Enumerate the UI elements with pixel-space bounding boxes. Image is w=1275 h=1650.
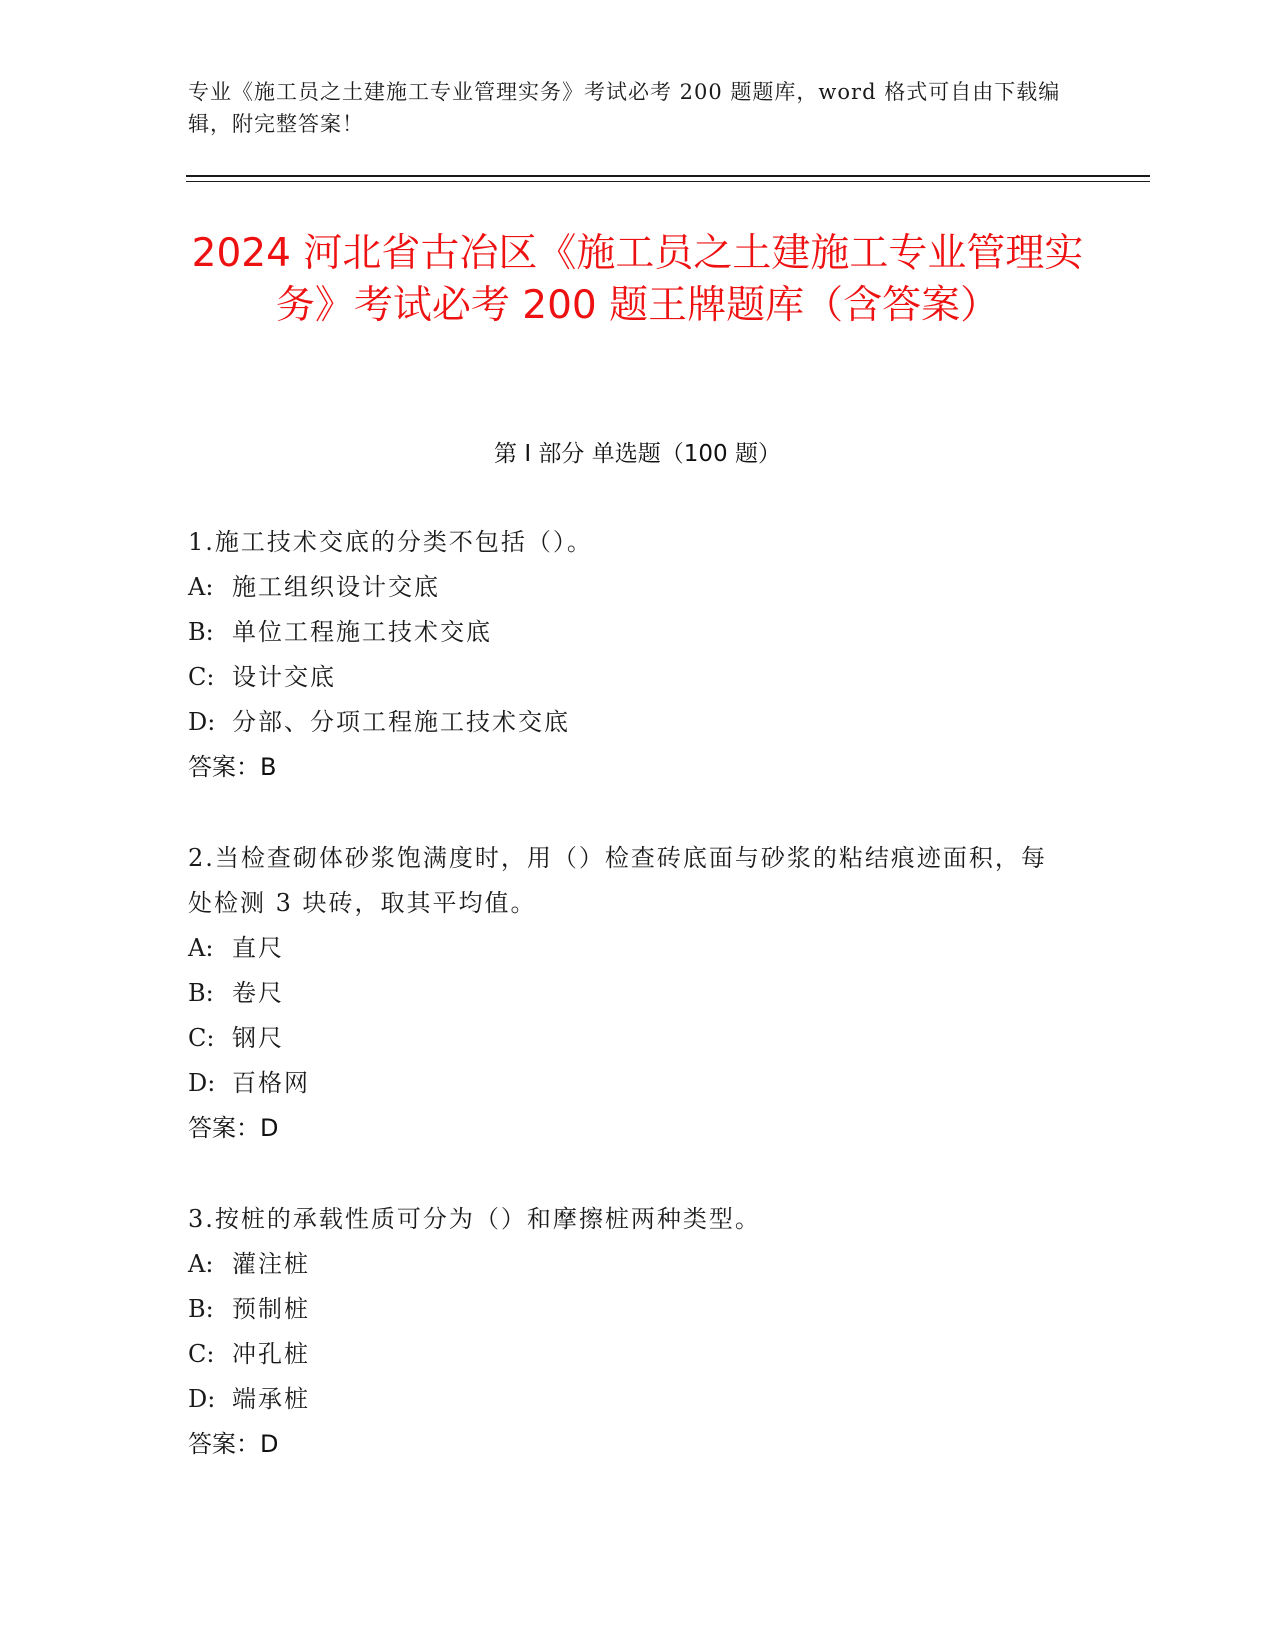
option-b: [188, 1287, 1068, 1332]
option-b: [188, 971, 1068, 1016]
header-note: 专业《施工员之土建施工专业管理实务》考试必考 200 题题库，word 格式可自由下载编辑，附完整答案！: [188, 80, 1061, 136]
option-text: 预制桩: [232, 1295, 310, 1323]
question-2: [188, 836, 1068, 1151]
option-key: A:: [188, 573, 214, 601]
option-text: 设计交底: [232, 663, 336, 691]
option-d: [188, 1377, 1068, 1422]
question-stem: 2.当检查砌体砂浆饱满度时，用（）检查砖底面与砂浆的粘结痕迹面积，每处检测 3 块砖，取其平均值。: [188, 844, 1047, 917]
answer-line: 答案：D: [188, 1114, 279, 1142]
option-key: B:: [188, 1295, 214, 1323]
section-heading: 第 I 部分 单选题（100 题）: [494, 441, 781, 467]
option-c: [188, 1016, 1068, 1061]
document-title: 2024 河北省古冶区《施工员之土建施工专业管理实务》考试必考 200 题王牌题库（含答案）: [191, 231, 1084, 328]
option-a: [188, 1242, 1068, 1287]
option-key: C:: [188, 663, 215, 691]
option-key: C:: [188, 1340, 215, 1368]
option-key: B:: [188, 618, 214, 646]
option-d: [188, 700, 1068, 745]
option-text: 卷尺: [232, 979, 284, 1007]
question-stem: 1.施工技术交底的分类不包括（）。: [188, 528, 593, 556]
header-divider-thick: [186, 175, 1150, 177]
option-key: A:: [188, 934, 214, 962]
option-c: [188, 655, 1068, 700]
question-list: [188, 520, 1068, 1513]
option-text: 单位工程施工技术交底: [232, 618, 492, 646]
answer-line: 答案：D: [188, 1430, 279, 1458]
option-key: C:: [188, 1024, 215, 1052]
option-b: [188, 610, 1068, 655]
option-text: 灌注桩: [232, 1250, 310, 1278]
option-text: 施工组织设计交底: [232, 573, 440, 601]
option-text: 端承桩: [232, 1385, 310, 1413]
option-d: [188, 1061, 1068, 1106]
question-1: [188, 520, 1068, 790]
header-divider-thin: [186, 181, 1150, 182]
option-a: [188, 926, 1068, 971]
option-a: [188, 565, 1068, 610]
question-stem: 3.按桩的承载性质可分为（）和摩擦桩两种类型。: [188, 1205, 761, 1233]
option-key: D:: [188, 1385, 216, 1413]
option-key: B:: [188, 979, 214, 1007]
option-text: 钢尺: [232, 1024, 284, 1052]
option-key: D:: [188, 708, 216, 736]
option-key: A:: [188, 1250, 214, 1278]
option-text: 百格网: [232, 1069, 310, 1097]
question-3: [188, 1197, 1068, 1467]
option-text: 冲孔桩: [232, 1340, 310, 1368]
option-key: D:: [188, 1069, 216, 1097]
answer-line: 答案：B: [188, 753, 277, 781]
option-text: 分部、分项工程施工技术交底: [232, 708, 570, 736]
option-text: 直尺: [232, 934, 284, 962]
option-c: [188, 1332, 1068, 1377]
